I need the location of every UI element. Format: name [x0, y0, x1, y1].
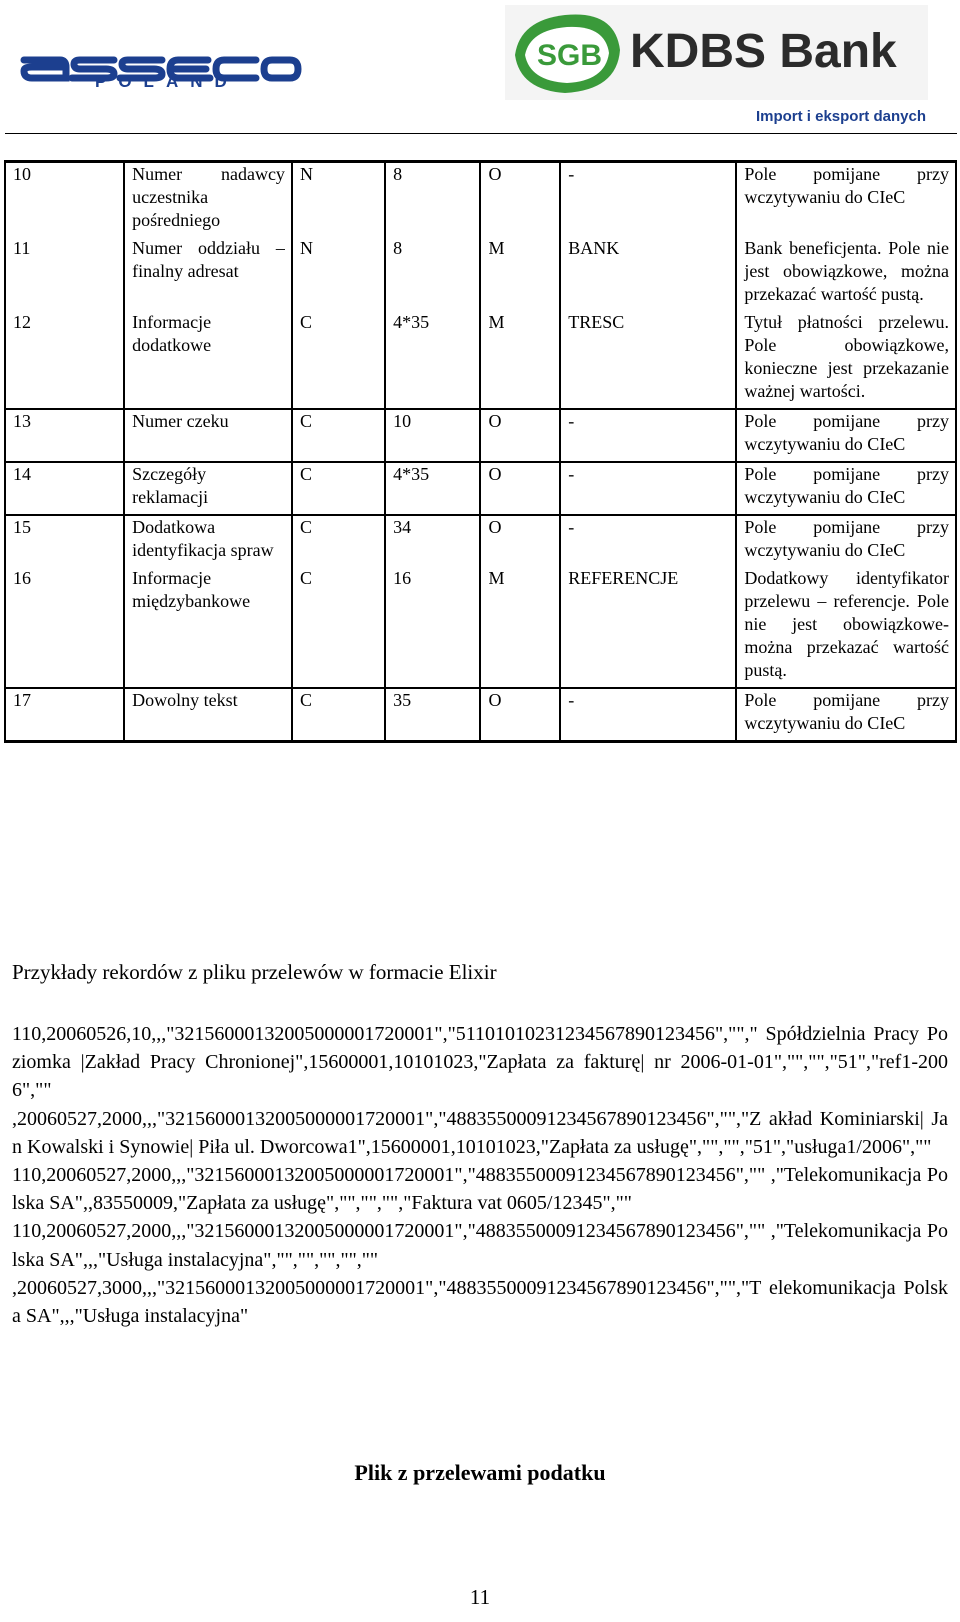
example-record: ,20060527,2000,,,"32156000132005000001720001","48835500091234567890123456","","Z akład Kominiarski| Jan Kowalski i Synowie| Piła ul. Dworcowa1",15600001,10101023,"Zapłata za usługę","","","51","usługa1/2006",""	[12, 1107, 948, 1158]
cell-no: 15	[5, 515, 124, 567]
cell-no: 11	[5, 237, 124, 311]
field-spec-table	[4, 160, 957, 743]
cell-code: -	[560, 688, 736, 742]
cell-required: O	[480, 688, 560, 742]
cell-name: Dodatkowa identyfikacja spraw	[124, 515, 292, 567]
table-row	[5, 311, 956, 409]
cell-name: Dowolny tekst	[124, 688, 292, 742]
cell-code: -	[560, 162, 736, 238]
cell-type: C	[292, 462, 385, 515]
cell-required: O	[480, 462, 560, 515]
cell-type: C	[292, 515, 385, 567]
table-row	[5, 409, 956, 462]
cell-required: M	[480, 237, 560, 311]
cell-description: Pole pomijane przy wczytywaniu do CIeC	[736, 688, 956, 742]
cell-required: M	[480, 311, 560, 409]
cell-no: 13	[5, 409, 124, 462]
cell-name: Numer oddziału – finalny adresat	[124, 237, 292, 311]
cell-length: 16	[385, 567, 480, 688]
cell-code: -	[560, 515, 736, 567]
cell-description: Bank beneficjenta. Pole nie jest obowiązkowe, można przekazać wartość pustą.	[736, 237, 956, 311]
example-record: ,20060527,3000,,,"32156000132005000001720001","48835500091234567890123456","","T elekomunikacja Polska SA",,,"Usługa instalacyjna"	[12, 1276, 948, 1328]
cell-length: 8	[385, 237, 480, 311]
cell-no: 14	[5, 462, 124, 515]
cell-type: N	[292, 162, 385, 238]
cell-length: 10	[385, 409, 480, 462]
cell-length: 8	[385, 162, 480, 238]
cell-description: Pole pomijane przy wczytywaniu do CIeC	[736, 409, 956, 462]
table-row	[5, 567, 956, 688]
cell-description: Pole pomijane przy wczytywaniu do CIeC	[736, 515, 956, 567]
cell-required: O	[480, 162, 560, 238]
table-row	[5, 162, 956, 238]
cell-type: C	[292, 688, 385, 742]
cell-name: Numer czeku	[124, 409, 292, 462]
cell-type: N	[292, 237, 385, 311]
cell-required: M	[480, 567, 560, 688]
cell-name: Informacje dodatkowe	[124, 311, 292, 409]
cell-no: 17	[5, 688, 124, 742]
sgb-text: SGB	[537, 39, 603, 72]
cell-type: C	[292, 311, 385, 409]
asseco-subtitle: POLAND	[95, 72, 239, 91]
section-subheading: Plik z przelewami podatku	[354, 1460, 606, 1485]
bank-name-text: KDBS Bank	[630, 25, 897, 78]
table-row	[5, 515, 956, 567]
example-record: 110,20060526,10,,,"32156000132005000001720001","51101010231234567890123456",""," Spółdzielnia Pracy Poziomka |Zakład Pracy Chronionej",15600001,10101023,"Zapłata za fakturę| nr 2006-01-01","","","51","ref1-2006",""	[12, 1023, 948, 1102]
cell-description: Pole pomijane przy wczytywaniu do CIeC	[736, 462, 956, 515]
table-row	[5, 462, 956, 515]
cell-code: -	[560, 462, 736, 515]
header-divider	[5, 133, 957, 134]
cell-no: 16	[5, 567, 124, 688]
cell-type: C	[292, 567, 385, 688]
cell-required: O	[480, 409, 560, 462]
cell-code: REFERENCJE	[560, 567, 736, 688]
cell-required: O	[480, 515, 560, 567]
cell-code: -	[560, 409, 736, 462]
cell-name: Szczegóły reklamacji	[124, 462, 292, 515]
table-row	[5, 237, 956, 311]
example-record: 110,20060527,2000,,,"32156000132005000001720001","48835500091234567890123456","" ,"Telekomunikacja Polska SA",,83550009,"Zapłata za usługę","","","","Faktura vat 0605/12345",""	[12, 1164, 948, 1215]
cell-name: Numer nadawcy uczestnika pośredniego	[124, 162, 292, 238]
cell-code: TRESC	[560, 311, 736, 409]
cell-name: Informacje międzybankowe	[124, 567, 292, 688]
cell-length: 35	[385, 688, 480, 742]
examples-heading: Przykłady rekordów z pliku przelewów w formacie Elixir	[12, 960, 497, 984]
example-records	[12, 1020, 948, 1330]
cell-no: 12	[5, 311, 124, 409]
section-title: Import i eksport danych	[755, 108, 926, 125]
cell-length: 4*35	[385, 462, 480, 515]
example-record: 110,20060527,2000,,,"32156000132005000001720001","48835500091234567890123456","" ,"Telekomunikacja Polska SA",,,"Usługa instalacyjna","","","","",""	[12, 1220, 948, 1271]
kdbs-bank-logo	[505, 5, 928, 100]
cell-type: C	[292, 409, 385, 462]
cell-no: 10	[5, 162, 124, 238]
cell-length: 4*35	[385, 311, 480, 409]
page-number: 11	[469, 1585, 491, 1609]
table-row	[5, 688, 956, 742]
cell-code: BANK	[560, 237, 736, 311]
cell-length: 34	[385, 515, 480, 567]
page-header	[0, 0, 960, 130]
cell-description: Pole pomijane przy wczytywaniu do CIeC	[736, 162, 956, 238]
cell-description: Dodatkowy identyfikator przelewu – referencje. Pole nie jest obowiązkowe- można przekazać wartość pustą.	[736, 567, 956, 688]
cell-description: Tytuł płatności przelewu. Pole obowiązkowe, konieczne jest przekazanie ważnej wartości.	[736, 311, 956, 409]
